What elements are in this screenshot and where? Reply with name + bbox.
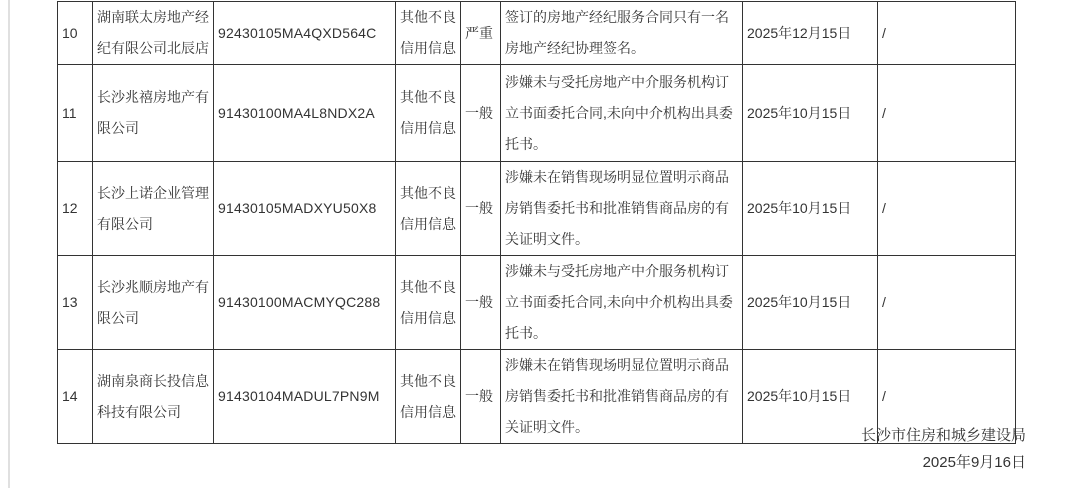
description-cell: 签订的房地产经纪服务合同只有一名房地产经纪协理签名。 [501, 2, 743, 65]
table-row [58, 162, 1016, 256]
severity-cell: 严重 [461, 2, 501, 65]
credit-code-cell: 91430104MADUL7PN9M [214, 350, 396, 444]
row-number-cell: 12 [58, 162, 93, 256]
description-cell: 涉嫌未在销售现场明显位置明示商品房销售委托书和批准销售商品房的有关证明文件。 [501, 350, 743, 444]
publicity-date-cell: 2025年10月15日 [743, 350, 878, 444]
table-row [58, 2, 1016, 65]
bad-credit-table [57, 1, 1016, 444]
company-name-cell: 长沙兆禧房地产有限公司 [93, 65, 214, 162]
row-number-cell: 10 [58, 2, 93, 65]
remark-cell: / [878, 162, 1016, 256]
description-cell: 涉嫌未与受托房地产中介服务机构订立书面委托合同,未向中介机构出具委托书。 [501, 256, 743, 350]
publish-date: 2025年9月16日 [922, 454, 1026, 471]
company-name-cell: 长沙兆顺房地产有限公司 [93, 256, 214, 350]
credit-code-cell: 92430105MA4QXD564C [214, 2, 396, 65]
publicity-date-cell: 2025年10月15日 [743, 162, 878, 256]
publicity-date-cell: 2025年10月15日 [743, 256, 878, 350]
company-name-cell: 湖南联太房地产经纪有限公司北辰店 [93, 2, 214, 65]
page-left-border [8, 0, 10, 488]
company-name-cell: 长沙上诺企业管理有限公司 [93, 162, 214, 256]
info-type-cell: 其他不良信用信息 [396, 162, 461, 256]
publicity-date-cell: 2025年12月15日 [743, 2, 878, 65]
row-number-cell: 11 [58, 65, 93, 162]
severity-cell: 一般 [461, 65, 501, 162]
info-type-cell: 其他不良信用信息 [396, 350, 461, 444]
table-body [58, 2, 1016, 444]
row-number-cell: 13 [58, 256, 93, 350]
publicity-date-cell: 2025年10月15日 [743, 65, 878, 162]
company-name-cell: 湖南泉商长投信息科技有限公司 [93, 350, 214, 444]
info-type-cell: 其他不良信用信息 [396, 65, 461, 162]
row-number-cell: 14 [58, 350, 93, 444]
remark-cell: / [878, 2, 1016, 65]
info-type-cell: 其他不良信用信息 [396, 256, 461, 350]
remark-cell: / [878, 65, 1016, 162]
info-type-cell: 其他不良信用信息 [396, 2, 461, 65]
table-row [58, 65, 1016, 162]
severity-cell: 一般 [461, 350, 501, 444]
issuer-name: 长沙市住房和城乡建设局 [860, 427, 1026, 444]
remark-cell: / [878, 256, 1016, 350]
description-cell: 涉嫌未在销售现场明显位置明示商品房销售委托书和批准销售商品房的有关证明文件。 [501, 162, 743, 256]
table-row [58, 256, 1016, 350]
credit-code-cell: 91430100MACMYQC288 [214, 256, 396, 350]
severity-cell: 一般 [461, 162, 501, 256]
credit-code-cell: 91430105MADXYU50X8 [214, 162, 396, 256]
severity-cell: 一般 [461, 256, 501, 350]
description-cell: 涉嫌未与受托房地产中介服务机构订立书面委托合同,未向中介机构出具委托书。 [501, 65, 743, 162]
credit-code-cell: 91430100MA4L8NDX2A [214, 65, 396, 162]
remark-cell: / [878, 350, 1016, 444]
notice-footer [0, 424, 1026, 475]
